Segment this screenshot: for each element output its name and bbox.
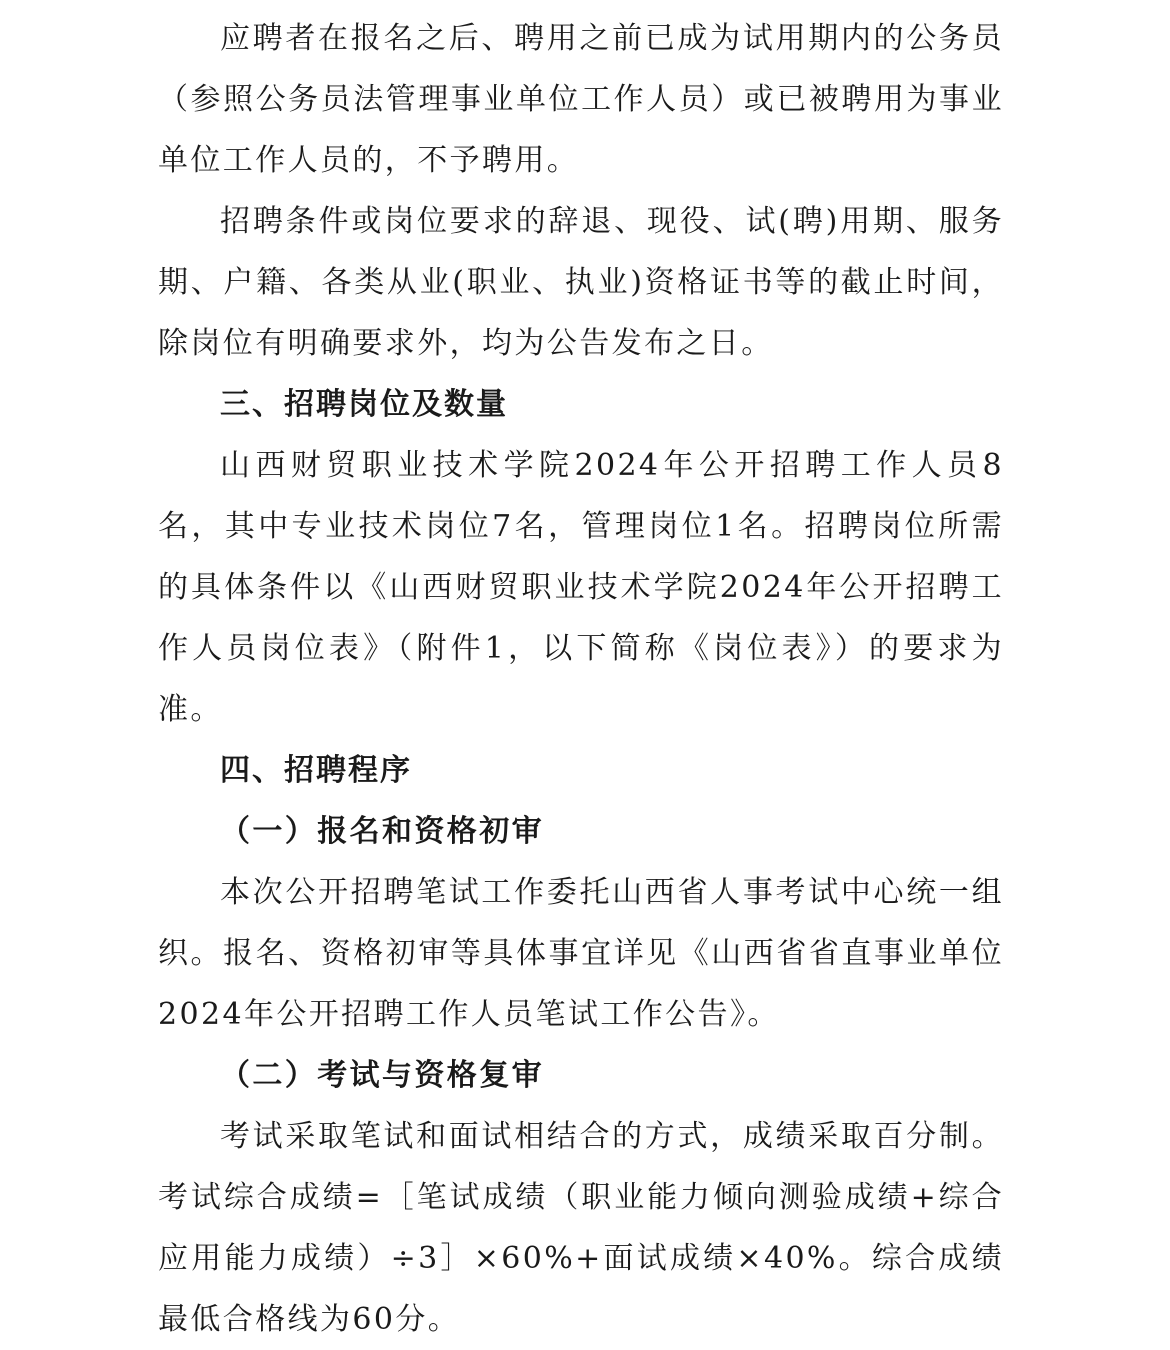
section-heading-procedure: 四、招聘程序: [220, 753, 412, 788]
paragraph-deadline: 招聘条件或岗位要求的辞退、现役、试(聘)用期、服务期、户籍、各类从业(职业、执业)资格证书等的截止时间，除岗位有明确要求外，均为公告发布之日。: [158, 204, 1004, 361]
document-body: [158, 8, 1004, 1350]
subsection-heading-registration: （一）报名和资格初审: [220, 814, 544, 849]
paragraph-exam: 考试采取笔试和面试相结合的方式，成绩采取百分制。考试综合成绩=［笔试成绩（职业能力倾向测验成绩+综合应用能力成绩）÷3］×60%+面试成绩×40%。综合成绩最低合格线为60分。: [158, 1119, 1004, 1337]
section-heading-positions: 三、招聘岗位及数量: [220, 387, 508, 422]
subsection-heading-exam: （二）考试与资格复审: [220, 1058, 544, 1093]
paragraph-registration: 本次公开招聘笔试工作委托山西省人事考试中心统一组织。报名、资格初审等具体事宜详见《山西省省直事业单位2024年公开招聘工作人员笔试工作公告》。: [158, 875, 1004, 1032]
paragraph-disqualification: 应聘者在报名之后、聘用之前已成为试用期内的公务员（参照公务员法管理事业单位工作人员）或已被聘用为事业单位工作人员的，不予聘用。: [158, 21, 1004, 178]
paragraph-positions: 山西财贸职业技术学院2024年公开招聘工作人员8名，其中专业技术岗位7名，管理岗位1名。招聘岗位所需的具体条件以《山西财贸职业技术学院2024年公开招聘工作人员岗位表》（附件1，以下简称《岗位表》）的要求为准。: [158, 448, 1004, 727]
